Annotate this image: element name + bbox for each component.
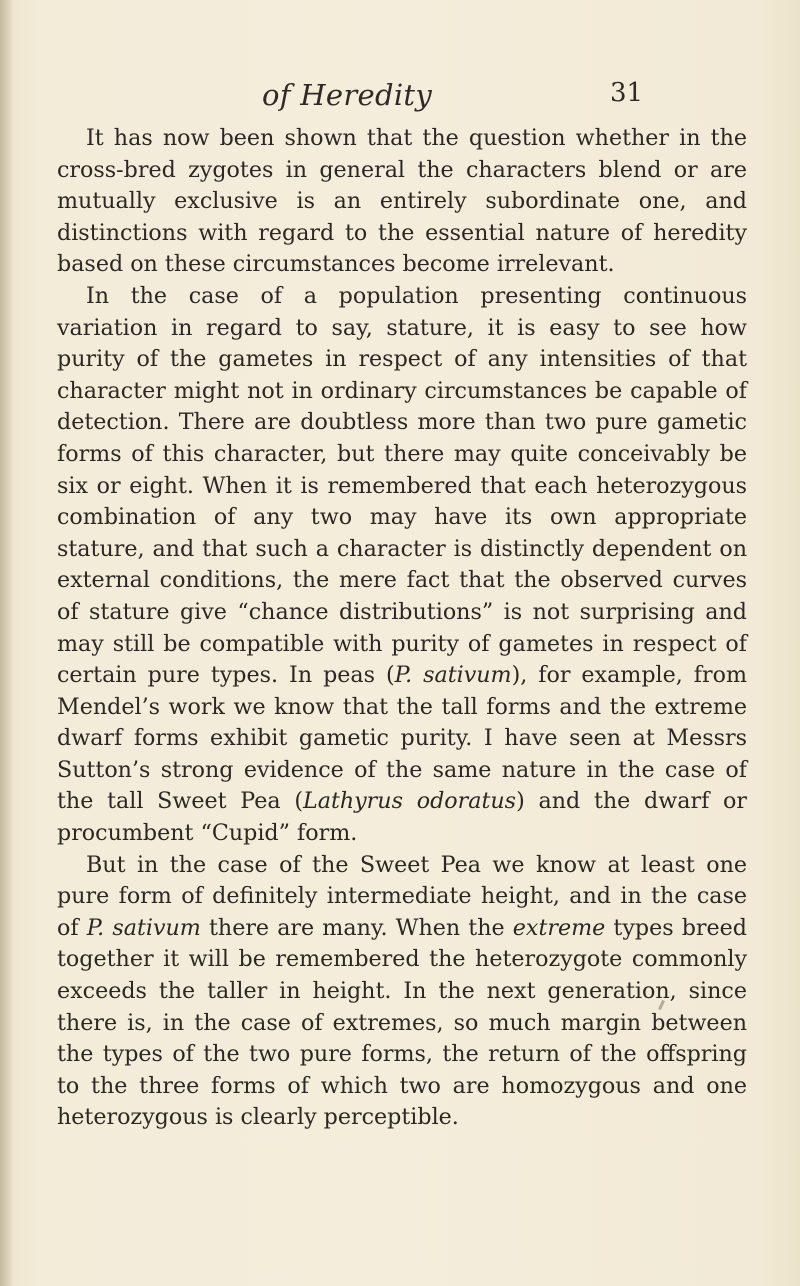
text-segment: ), for example, from Mendel’s work we know that the tall forms and the extreme dwarf forms exhibit gametic purity. I have seen at Messrs Sutton’s strong evidence of the same nature in the case of the tall Sweet Pea ( xyxy=(57,662,748,815)
text-segment: In the case of a population presenting continuous variation in regard to say, stature, it is easy to see how purity of the gametes in respect of any intensities of that character might not in ordinary circumstances be capable of detection. There are doubtless more than two pure gametic forms of this character, but there may quite conceivably be six or eight. When it is remembered that each heterozygous combination of any two may have its own appropriate stature, and that such a character is distinctly dependent on external conditions, the mere fact that the observed curves of stature give “chance distributions” is not surprising and may still be compatible with purity of gametes in respect of certain pure types. In peas ( xyxy=(57,282,747,689)
text-segment: there are many. When the xyxy=(200,914,513,941)
text-segment: types breed together it will be remembered the heterozygote commonly exceeds the taller in height. In the next generation, since there is, in the case of extremes, so much margin between the types of the two pure forms, the return of the offspring to the three forms of which two are homozygous and one heterozygous is clearly perceptible. xyxy=(57,914,747,1131)
text-segment: It has now been shown that the question whether in the cross-bred zygotes in general the characters blend or are mutually exclusive is an entirely subordinate one, and distinctions with regard to the essential nature of heredity based on these circumstances become irrelevant. xyxy=(57,125,747,278)
page-number: 31 xyxy=(610,78,644,108)
paragraph xyxy=(57,123,747,281)
paragraph xyxy=(57,850,747,1134)
paragraph xyxy=(57,281,747,850)
text-segment: But in the case of the Sweet Pea we know at least one pure form of definitely intermediate height, and in the case of xyxy=(57,851,747,941)
spine-shadow xyxy=(0,0,14,1286)
running-title: of Heredity xyxy=(262,78,433,112)
text-segment: ) and the dwarf or procumbent “Cupid” form. xyxy=(57,788,747,847)
body-text xyxy=(57,123,747,1134)
italic-text-segment: P. sativum xyxy=(86,914,201,941)
italic-text-segment: extreme xyxy=(512,914,606,941)
italic-text-segment: Lathyrus odoratus xyxy=(302,788,517,815)
italic-text-segment: P. sativum xyxy=(394,662,512,689)
running-head xyxy=(0,72,800,112)
